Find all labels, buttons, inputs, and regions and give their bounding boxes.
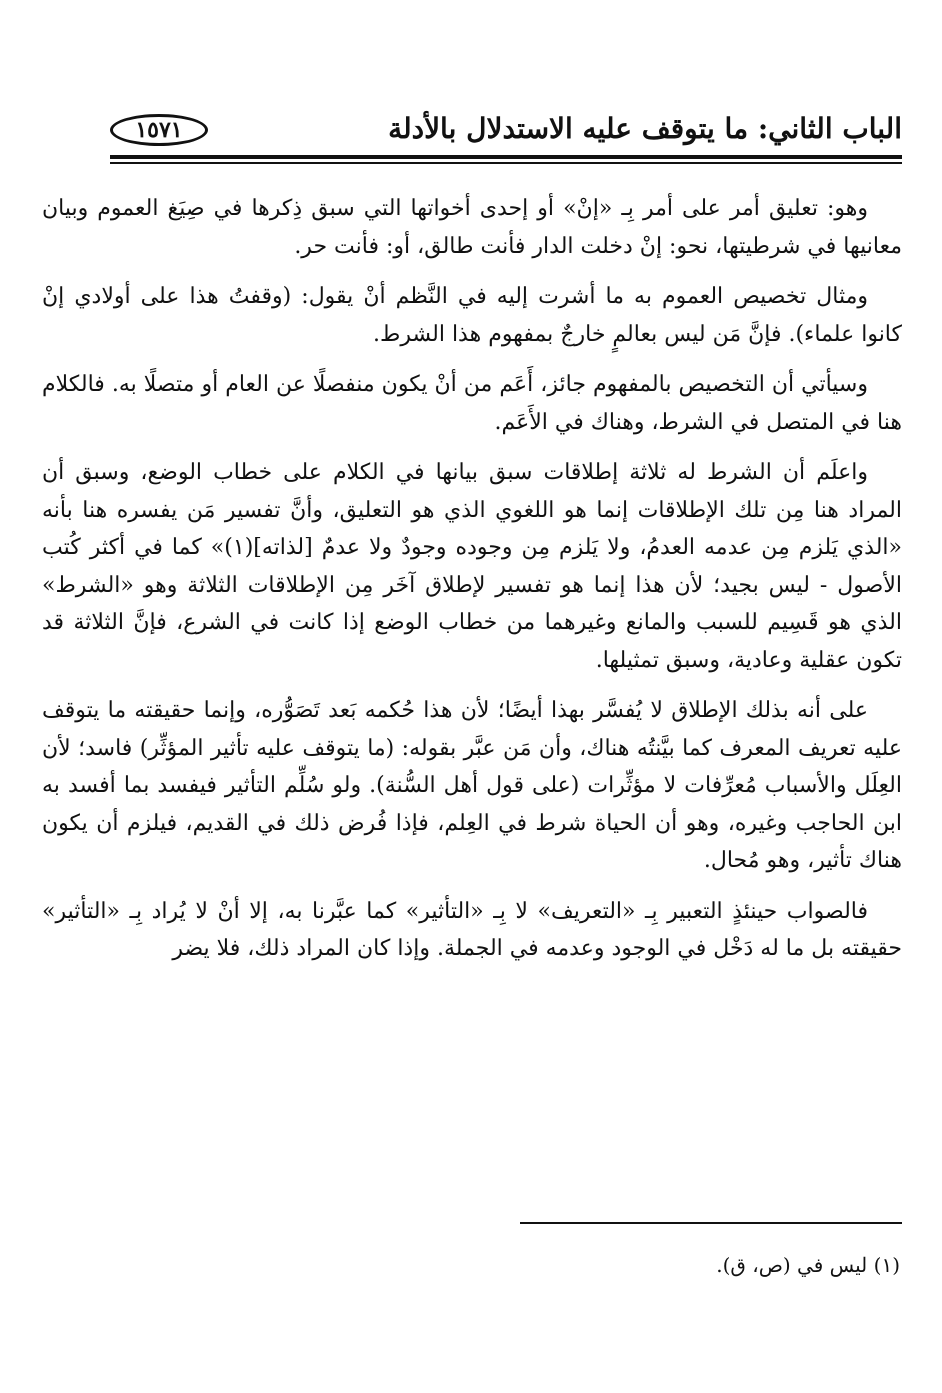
- paragraph-5: على أنه بذلك الإطلاق لا يُفسَّر بهذا أيضًا؛ لأن هذا حُكمه بَعد تَصَوُّره، وإنما حقيقته ما يتوقف عليه تعريف المعرف كما بيَّنتُه هناك، وأن مَن عبَّر بقوله: (ما يتوقف عليه تأثير المؤثِّر) فاسد؛ لأن العِلَل والأسباب مُعرِّفات لا مؤثِّرات (على قول أهل السُّنة). ولو سُلِّم التأثير فيفسد بما أفسد به ابن الحاجب وغيره، وهو أن الحياة شرط في العِلم، فإذا فُرض ذلك في القديم، فيلزم أن يكون هناك تأثير، وهو مُحال.: [42, 698, 902, 873]
- paragraph-4: واعلَم أن الشرط له ثلاثة إطلاقات سبق بيانها في الكلام على خطاب الوضع، وسبق أن المراد هنا مِن تلك الإطلاقات إنما هو اللغوي الذي هو التعليق، وأنَّ تفسير مَن يفسره هنا بأنه «الذي يَلزم مِن عدمه العدمُ، ولا يَلزم مِن وجوده وجودٌ ولا عدمٌ [لذاته](١)» كما في أكثر كُتب الأصول - ليس بجيد؛ لأن هذا إنما هو تفسير لإطلاق آخَر مِن الإطلاقات الثلاثة وهو «الشرط» الذي هو قَسِيم للسبب والمانع وغيرهما من خطاب الوضع إذا كانت في الشرع، فإنَّ الثلاثة قد تكون عقلية وعادية، وسبق تمثيلها.: [42, 460, 902, 673]
- page-header: [110, 108, 902, 152]
- paragraph-2: ومثال تخصيص العموم به ما أشرت إليه في النَّظم أنْ يقول: (وقفتُ هذا على أولادي إنْ كانوا علماء). فإنَّ مَن ليس بعالمٍ خارجٌ بمفهوم هذا الشرط.: [42, 284, 902, 347]
- header-rule-thick: [110, 155, 902, 159]
- paragraph-6: فالصواب حينئذٍ التعبير بِـ «التعريف» لا بِـ «التأثير» كما عبَّرنا به، إلا أنْ لا يُراد بِـ «التأثير» حقيقته بل ما له دَخْل في الوجود وعدمه في الجملة. وإذا كان المراد ذلك، فلا يضر: [42, 898, 902, 961]
- paragraph-3: وسيأتي أن التخصيص بالمفهوم جائز، أَعَم من أنْ يكون منفصلًا عن العام أو متصلًا به. فالكلام هنا في المتصل في الشرط، وهناك في الأَعَم.: [42, 372, 902, 435]
- page-number: ١٥٧١: [110, 114, 208, 146]
- header-rule-thin: [110, 162, 902, 164]
- body-text: [42, 190, 902, 981]
- footnote-1: (١) ليس في (ص، ق).: [716, 1253, 900, 1277]
- chapter-title: الباب الثاني: ما يتوقف عليه الاستدلال بالأدلة: [388, 112, 902, 145]
- paragraph-1: وهو: تعليق أمر على أمر بِـ «إنْ» أو إحدى أخواتها التي سبق ذِكرها في صِيَغ العموم وبيان معانيها في شرطيتها، نحو: إنْ دخلت الدار فأنت طالق، أو: فأنت حر.: [42, 196, 902, 259]
- footnote-separator: [520, 1222, 902, 1224]
